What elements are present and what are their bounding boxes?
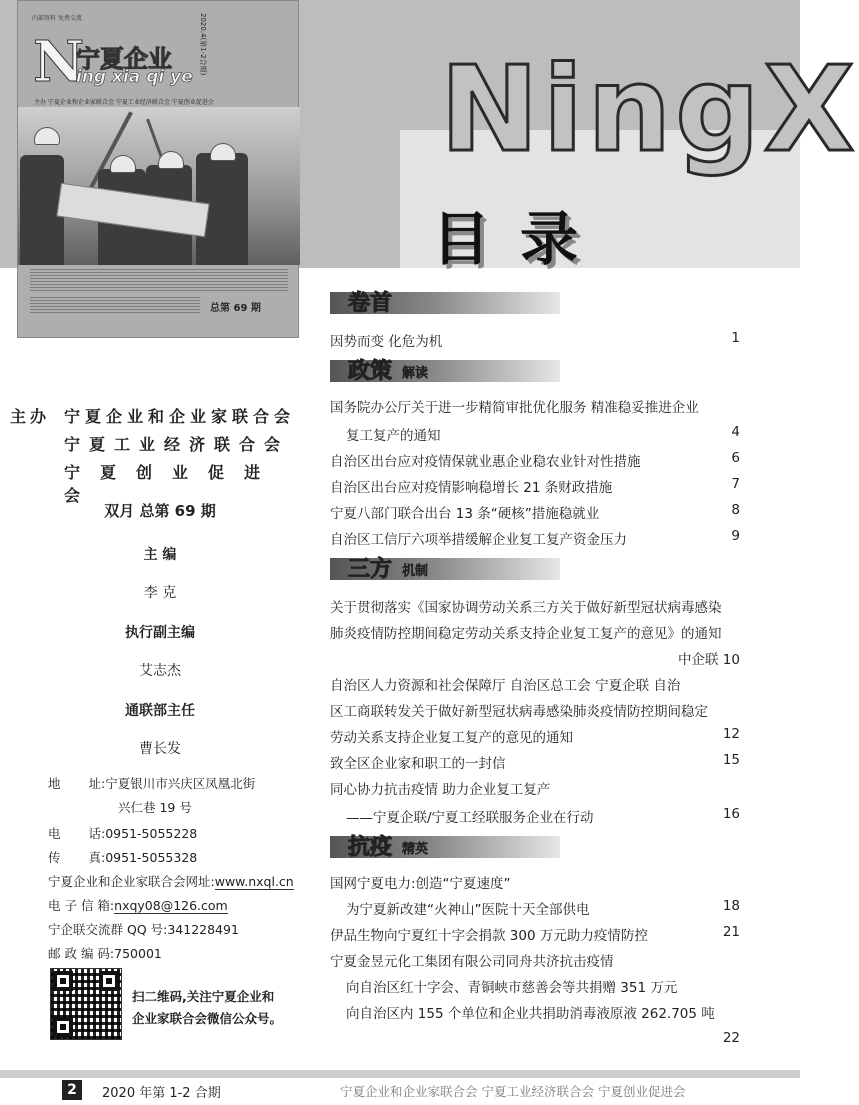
toc-entry-title: 宁夏金昱元化工集团有限公司同舟共济抗击疫情 xyxy=(330,954,614,970)
fax-label-2: 真: xyxy=(88,850,106,865)
toc-entry[interactable] xyxy=(346,1002,740,1022)
toc-entry-title: 宁夏八部门联合出台 13 条“硬核”措施稳就业 xyxy=(330,506,600,522)
section-title: 抗疫 xyxy=(348,835,393,860)
toc-entry[interactable] xyxy=(330,726,740,746)
toc-entry-title: 向自治区红十字会、青铜峡市慈善会等共捐赠 351 万元 xyxy=(346,980,678,996)
postcode-row xyxy=(48,944,162,962)
toc-entry-title: 国务院办公厅关于进一步精简审批优化服务 精准稳妥推进企业 xyxy=(330,400,699,416)
toc-entry-page: 18 xyxy=(722,898,740,914)
qr-finder xyxy=(53,971,73,991)
postcode-value: 750001 xyxy=(114,946,162,961)
phone-label-2: 话: xyxy=(88,826,106,841)
cover-masthead-pinyin: ing xia qi ye xyxy=(76,67,193,87)
cover-total-badge: 总第 69 期 xyxy=(210,303,261,314)
chief-editor: 李 克 xyxy=(143,585,177,601)
toc-entry-title: 为宁夏新改建“火神山”医院十天全部供电 xyxy=(346,902,590,918)
toc-entry-title: ——宁夏企联/宁夏工经联服务企业在行动 xyxy=(346,810,594,826)
sponsor-1: 宁夏企业和企业家联合会 xyxy=(64,407,296,426)
toc-entry-page: 12 xyxy=(722,726,740,742)
helmet-icon xyxy=(110,155,136,173)
section-title: 卷首 xyxy=(348,291,393,316)
section-subtitle: 机制 xyxy=(402,564,429,579)
toc-entry-title: 自治区人力资源和社会保障厅 自治区总工会 宁夏企联 自治 xyxy=(330,678,681,694)
address-label-2: 址: xyxy=(88,776,106,791)
phone-label: 电 xyxy=(48,826,61,841)
address-row xyxy=(48,774,255,792)
postcode-label: 邮 政 编 码: xyxy=(48,946,115,961)
toc-entry-title: 向自治区内 155 个单位和企业共捐助消毒液原液 262.705 吨 xyxy=(346,1006,715,1022)
toc-entry-title: 同心协力抗击疫情 助力企业复工复产 xyxy=(330,782,551,798)
toc-entry[interactable] xyxy=(330,476,740,496)
liaison: 曹长发 xyxy=(139,741,181,757)
toc-entry-title: 伊品生物向宁夏红十字会捐款 300 万元助力疫情防控 xyxy=(330,928,648,944)
toc-entry-title: 劳动关系支持企业复工复产的意见的通知 xyxy=(330,730,573,746)
toc-entry-page: 16 xyxy=(722,806,740,822)
cover-photo xyxy=(18,107,300,265)
toc-entry[interactable] xyxy=(330,330,740,350)
section-title: 三方 xyxy=(348,557,393,582)
toc-entry[interactable] xyxy=(330,752,740,772)
page-number: 2 xyxy=(62,1080,82,1100)
cover-issue: 2020.4(第1-2合期) xyxy=(199,13,207,76)
toc-entry-page: 9 xyxy=(731,528,740,544)
section-subtitle: 解读 xyxy=(402,366,429,381)
fax-row xyxy=(48,848,197,866)
toc-entry-title: 区工商联转发关于做好新型冠状病毒感染肺炎疫情防控期间稳定 xyxy=(330,704,708,720)
qr-caption-line2: 企业家联合会微信公众号。 xyxy=(132,1011,283,1026)
website-row xyxy=(48,872,294,890)
toc-entry-page: 8 xyxy=(731,502,740,518)
toc-entry-page: 4 xyxy=(731,424,740,440)
cover-text-block xyxy=(30,269,288,291)
exec-deputy: 艾志杰 xyxy=(139,663,181,679)
toc-entry[interactable] xyxy=(330,396,740,416)
toc-entry[interactable] xyxy=(346,898,740,918)
toc-entry[interactable] xyxy=(330,778,740,798)
toc-entry-title: 自治区出台应对疫情保就业惠企业稳农业针对性措施 xyxy=(330,454,641,470)
toc-entry-title: 自治区工信厅六项举措缓解企业复工复产资金压力 xyxy=(330,532,627,548)
toc-entry[interactable] xyxy=(330,450,740,470)
cover-top-tag: 内部资料 免费交流 xyxy=(32,15,82,22)
cover-org-line: 主办 宁夏企业和企业家联合会 宁夏工业经济联合会 宁夏创业促进会 xyxy=(34,99,214,106)
qr-caption xyxy=(132,986,282,1030)
toc-entry[interactable] xyxy=(330,502,740,522)
toc-entry[interactable] xyxy=(330,950,740,970)
toc-entry[interactable] xyxy=(330,872,740,892)
toc-entry[interactable] xyxy=(330,528,740,548)
toc-entry-source-page: 中企联 10 xyxy=(678,652,740,668)
toc-entry-page: 7 xyxy=(731,476,740,492)
website-link[interactable]: www.nxql.cn xyxy=(214,874,294,889)
chief-editor-label: 主 编 xyxy=(143,547,177,563)
email-label: 电 子 信 箱: xyxy=(48,898,115,913)
section-subtitle: 精英 xyxy=(402,842,429,857)
toc-entry[interactable] xyxy=(330,924,740,944)
toc-entry-page: 21 xyxy=(722,924,740,940)
toc-entry-page: 22 xyxy=(722,1030,740,1046)
toc-entry[interactable] xyxy=(330,700,740,720)
fax-label: 传 xyxy=(48,850,61,865)
qr-finder xyxy=(53,1017,73,1037)
frequency: 双月 总第 69 期 xyxy=(104,502,216,520)
section-title: 政策 xyxy=(348,359,393,384)
toc-title: 目录 xyxy=(432,205,609,273)
toc-entry[interactable] xyxy=(330,596,740,616)
email-link[interactable]: nxqy08@126.com xyxy=(114,898,228,913)
toc-entry-page: 15 xyxy=(722,752,740,768)
toc-entry-title: 肺炎疫情防控期间稳定劳动关系支持企业复工复产的意见》的通知 xyxy=(330,626,722,642)
exec-deputy-label: 执行副主编 xyxy=(125,625,195,641)
section-head-juanshou xyxy=(330,292,560,314)
cover-masthead-letter: N xyxy=(33,29,85,95)
qq-label: 宁企联交流群 QQ 号: xyxy=(48,922,168,937)
sponsor-2: 宁夏工业经济联合会 xyxy=(64,435,290,454)
helmet-icon xyxy=(210,143,236,161)
sponsor-3: 宁夏创业促进会 xyxy=(64,463,281,505)
footer-band xyxy=(0,1070,800,1078)
helmet-icon xyxy=(158,151,184,169)
website-label: 宁夏企业和企业家联合会网址: xyxy=(48,874,215,889)
toc-entry-title: 国网宁夏电力:创造“宁夏速度” xyxy=(330,876,511,892)
toc-entry-title: 致全区企业家和职工的一封信 xyxy=(330,756,506,772)
helmet-icon xyxy=(34,127,60,145)
section-head-zhengce xyxy=(330,360,560,382)
toc-entry-title: 因势而变 化危为机 xyxy=(330,334,443,350)
toc-entry-title: 关于贯彻落实《国家协调劳动关系三方关于做好新型冠状病毒感染 xyxy=(330,600,722,616)
cover-masthead-cn: 宁夏企业 xyxy=(76,45,172,73)
section-head-kangyi xyxy=(330,836,560,858)
toc-entry[interactable] xyxy=(330,622,740,642)
qr-finder xyxy=(99,971,119,991)
address-line1: 宁夏银川市兴庆区凤凰北街 xyxy=(105,776,256,791)
toc-entry-page: 1 xyxy=(731,330,740,346)
email-row xyxy=(48,896,228,914)
qr-caption-line1: 扫二维码,关注宁夏企业和 xyxy=(132,989,275,1004)
cover-text-block xyxy=(30,297,200,315)
toc-entry-page: 6 xyxy=(731,450,740,466)
section-head-sanfang xyxy=(330,558,560,580)
toc-entry[interactable] xyxy=(346,424,740,444)
address-line2: 兴仁巷 19 号 xyxy=(118,800,192,815)
qr-code-icon[interactable] xyxy=(50,968,122,1040)
fax-value: 0951-5055328 xyxy=(105,850,198,865)
toc-entry-title: 复工复产的通知 xyxy=(346,428,441,444)
footer-issue: 2020 年第 1-2 合期 xyxy=(102,1086,221,1101)
phone-row xyxy=(48,824,197,842)
sponsor-label: 主办 xyxy=(10,407,51,426)
liaison-label: 通联部主任 xyxy=(125,703,195,719)
toc-entry[interactable] xyxy=(330,674,740,694)
toc-entry[interactable] xyxy=(346,976,740,996)
phone-value: 0951-5055228 xyxy=(105,826,198,841)
address-label: 地 xyxy=(48,776,61,791)
banner-wordmark: NingX xyxy=(440,40,859,178)
toc-entry-title: 自治区出台应对疫情影响稳增长 21 条财政措施 xyxy=(330,480,613,496)
cover-thumbnail xyxy=(17,0,299,338)
footer-orgs: 宁夏企业和企业家联合会 宁夏工业经济联合会 宁夏创业促进会 xyxy=(340,1084,686,1099)
toc-entry[interactable] xyxy=(346,806,740,826)
qq-row xyxy=(48,920,239,938)
qq-value: 341228491 xyxy=(167,922,239,937)
